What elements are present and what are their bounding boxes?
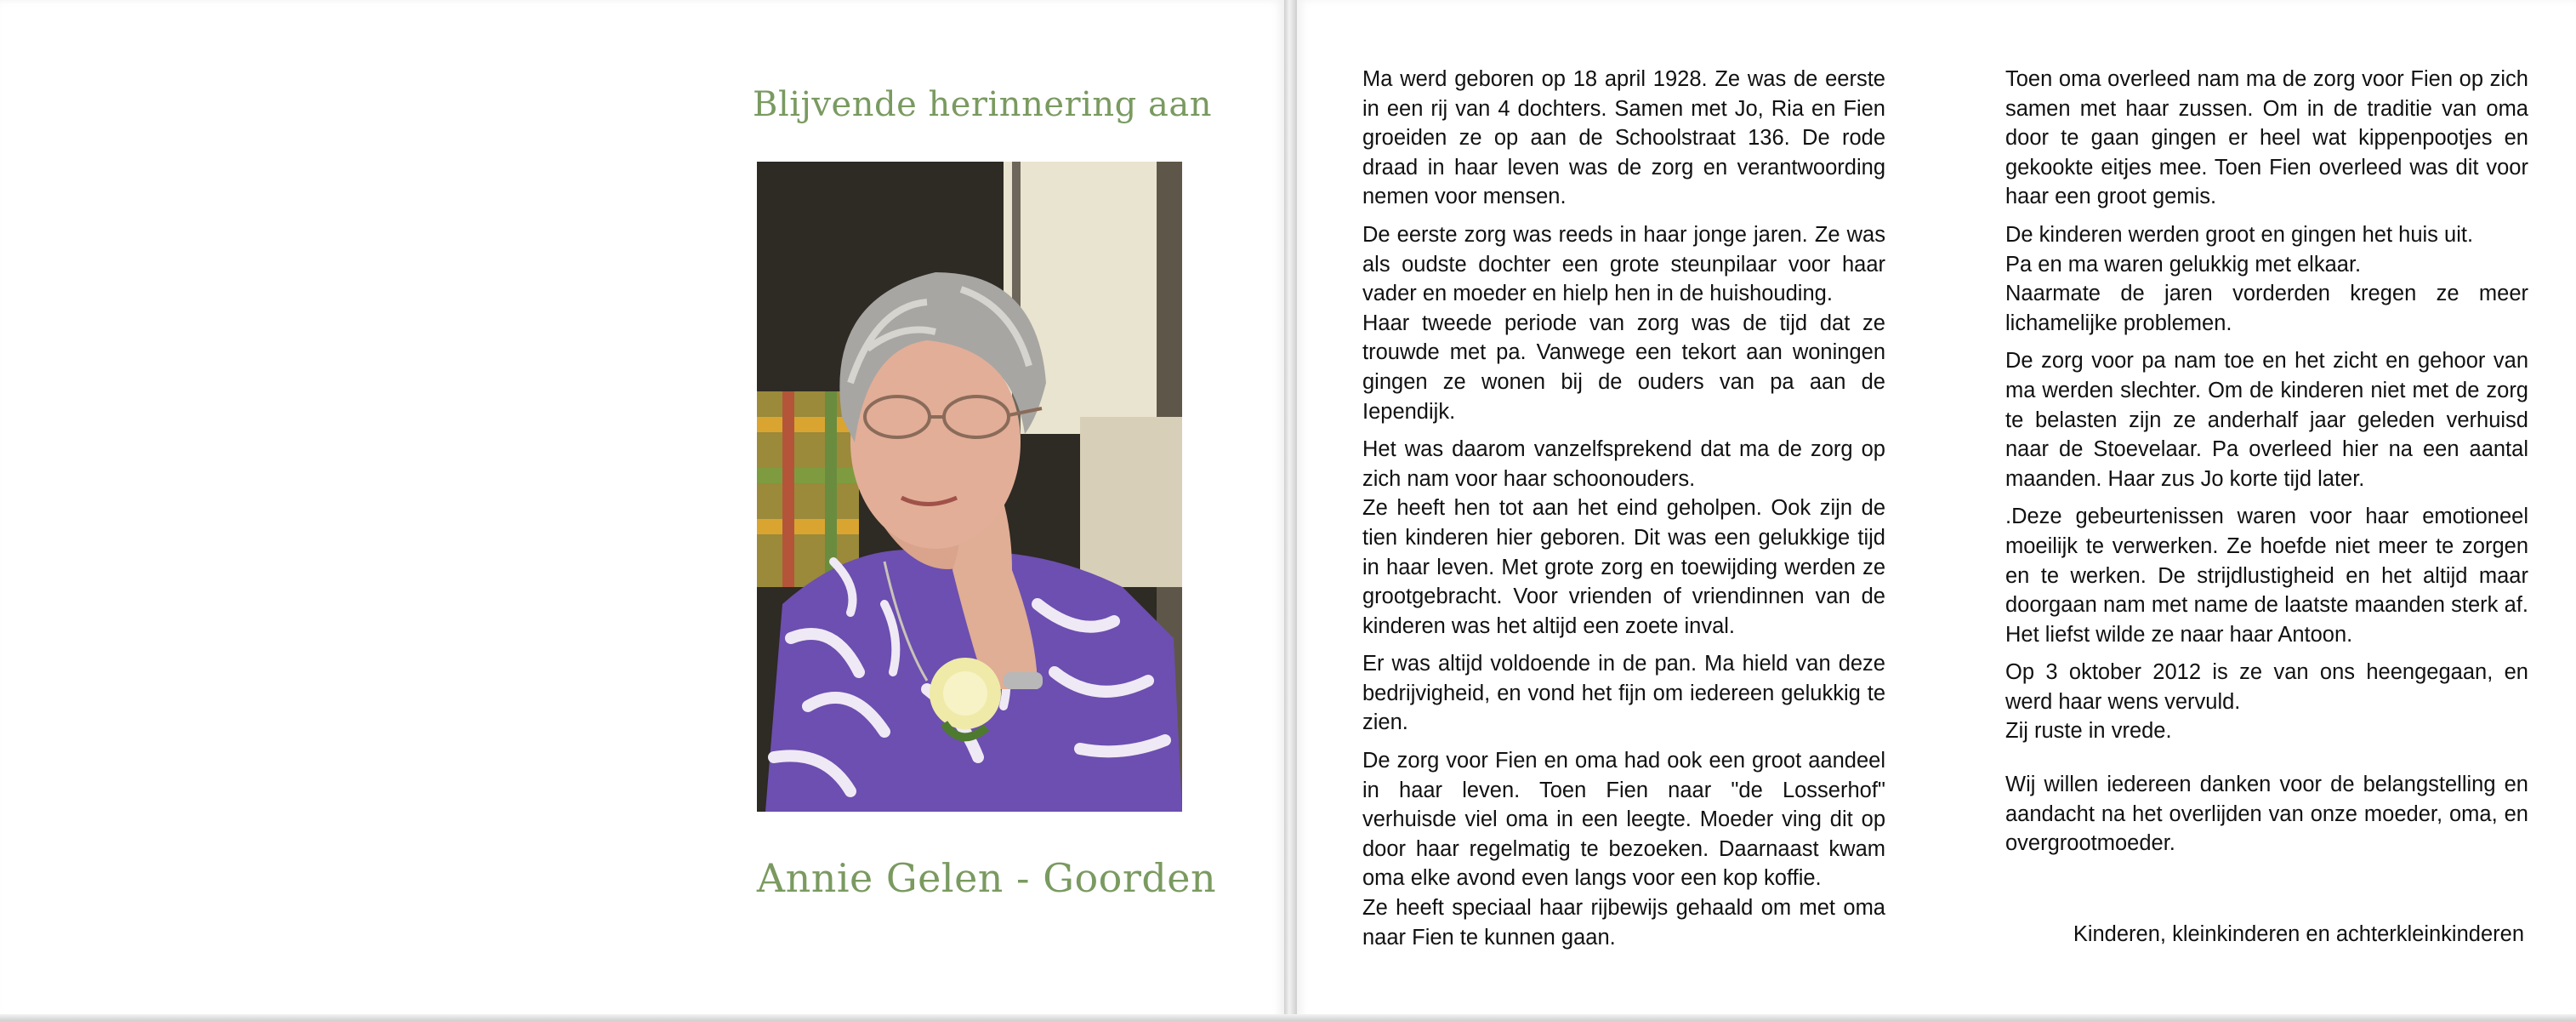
portrait-photo [757,162,1182,812]
bio-paragraph: Pa en ma waren gelukkig met elkaar. [2005,252,2362,277]
bio-paragraph: De zorg voor Fien en oma had ook een groot aandeel in haar leven. Toen Fien naar "de Losserhof" verhuisde viel oma in een leegte. Moeder ving dit op door haar regelmatig te bezoeken. Daarnaast kwam oma elke avond even langs voor een kop koffie. [1362,749,1885,891]
biography-column-2 [2005,65,2528,867]
deceased-name: Annie Gelen - Goorden [756,855,1217,901]
bio-paragraph: Ma werd geboren op 18 april 1928. Ze was de eerste in een rij van 4 dochters. Samen met Jo, Ria en Fien groeiden ze op aan de Schoolstraat 136. De rode draad in haar leven was de zorg en verantwoording nemen voor mensen. [1362,67,1885,209]
bio-paragraph: Toen oma overleed nam ma de zorg voor Fien op zich samen met haar zussen. Om in de traditie van oma door te gaan gingen er heel wat kippenpootjes en gekookte eitjes mee. Toen Fien overleed was dit voor haar een groot gemis. [2005,67,2528,209]
left-card-page [0,0,1284,1021]
biography-column-1 [1362,65,1885,961]
card-fold [1284,0,1297,1021]
card-bottom-edge [0,1014,2576,1021]
family-signoff: Kinderen, kleinkinderen en achterkleinkinderen [2073,922,2524,946]
bio-paragraph: Er was altijd voldoende in de pan. Ma hield van deze bedrijvigheid, en vond het fijn om iedereen gelukkig te zien. [1362,652,1885,735]
bio-paragraph: .Deze gebeurtenissen waren voor haar emotioneel moeilijk te verwerken. Ze hoefde niet meer te zorgen en te werken. De strijdlustigheid en het altijd maar doorgaan nam met name de laatste maanden sterk af. Het liefst wilde ze naar haar Antoon. [2005,505,2528,647]
bio-paragraph: Ze heeft hen tot aan het eind geholpen. Ook zijn de tien kinderen hier geboren. Dit was een gelukkige tijd in haar leven. Met grote zorg en toewijding werden ze grootgebracht. Voor vrienden of vriendinnen van de kinderen was het altijd een zoete inval. [1362,496,1885,638]
bio-paragraph: Zij ruste in vrede. [2005,719,2172,744]
bio-paragraph: Ze heeft speciaal haar rijbewijs gehaald om met oma naar Fien te kunnen gaan. [1362,896,1885,950]
bio-paragraph: Haar tweede periode van zorg was de tijd dat ze trouwde met pa. Vanwege een tekort aan woningen gingen ze wonen bij de ouders van pa aan de Iependijk. [1362,311,1885,424]
memorial-heading: Blijvende herinnering aan [753,85,1212,124]
bio-paragraph: Naarmate de jaren vorderden kregen ze meer lichamelijke problemen. [2005,282,2528,335]
thanks-paragraph: Wij willen iedereen danken voor de belangstelling en aandacht na het overlijden van onze moeder, oma, en overgrootmoeder. [2005,773,2528,856]
bio-paragraph: De kinderen werden groot en gingen het huis uit. [2005,222,2474,247]
bio-paragraph: Het was daarom vanzelfsprekend dat ma de zorg op zich nam voor haar schoonouders. [1362,437,1885,491]
bio-paragraph: De zorg voor pa nam toe en het zicht en gehoor van ma werden slechter. Om de kinderen niet met de zorg te belasten zijn ze anderhalf jaar geleden verhuisd naar de Stoevelaar. Pa overleed hier na een aantal maanden. Haar zus Jo korte tijd later. [2005,349,2528,491]
bio-paragraph: De eerste zorg was reeds in haar jonge jaren. Ze was als oudste dochter een grote steunpilaar voor haar vader en moeder en hielp hen in de huishouding. [1362,222,1885,306]
bio-paragraph: Op 3 oktober 2012 is ze van ons heengegaan, en werd haar wens vervuld. [2005,660,2528,714]
